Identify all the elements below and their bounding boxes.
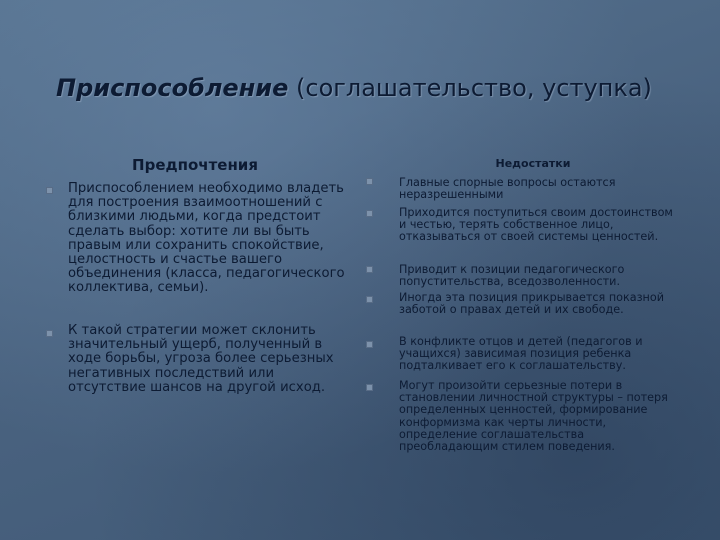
drawback-item-5: В конфликте отцов и детей (педагогов и учащихся) зависимая позиция ребенка подталкивает его к соглашательству.: [399, 335, 643, 373]
preference-item-2: К такой стратегии может склонить значительный ущерб, полученный в ходе борьбы, угроза более серьезных негативных последствий или отсутствие шансов на другой исход.: [68, 323, 334, 395]
square-bullet-icon: [366, 296, 373, 303]
square-bullet-icon: [46, 330, 53, 337]
square-bullet-icon: [366, 341, 373, 348]
drawback-item-2: Приходится поступиться своим достоинством и честью, терять собственное лицо, отказываться от своей системы ценностей.: [399, 206, 673, 244]
title-main: Приспособление: [56, 74, 289, 102]
drawbacks-heading: Недостатки: [495, 157, 571, 170]
preferences-heading: Предпочтения: [132, 156, 258, 174]
preference-item-1: Приспособлением необходимо владеть для построения взаимоотношений с близкими людьми, когда предстоит сделать выбор: хотите ли вы быть правым или сохранить спокойствие, целостность и счастье вашего объединения (класса, педагогического коллектива, семьи).: [68, 181, 345, 296]
title-rest: (соглашательство, уступка): [288, 74, 652, 102]
square-bullet-icon: [46, 187, 53, 194]
drawback-item-1: Главные спорные вопросы остаются неразрешенными: [399, 176, 616, 202]
drawback-item-3: Приводит к позиции педагогического попустительства, вседозволенности.: [399, 263, 625, 289]
square-bullet-icon: [366, 210, 373, 217]
drawback-item-6: Могут произойти серьезные потери в становлении личностной структуры – потеря определенных ценностей, формирование конформизма как черты личности, определение соглашательства преобладающим стилем поведения.: [399, 379, 668, 454]
square-bullet-icon: [366, 178, 373, 185]
square-bullet-icon: [366, 266, 373, 273]
slide-title: [56, 74, 652, 102]
drawback-item-4: Иногда эта позиция прикрывается показной заботой о правах детей и их свободе.: [399, 291, 664, 317]
square-bullet-icon: [366, 384, 373, 391]
